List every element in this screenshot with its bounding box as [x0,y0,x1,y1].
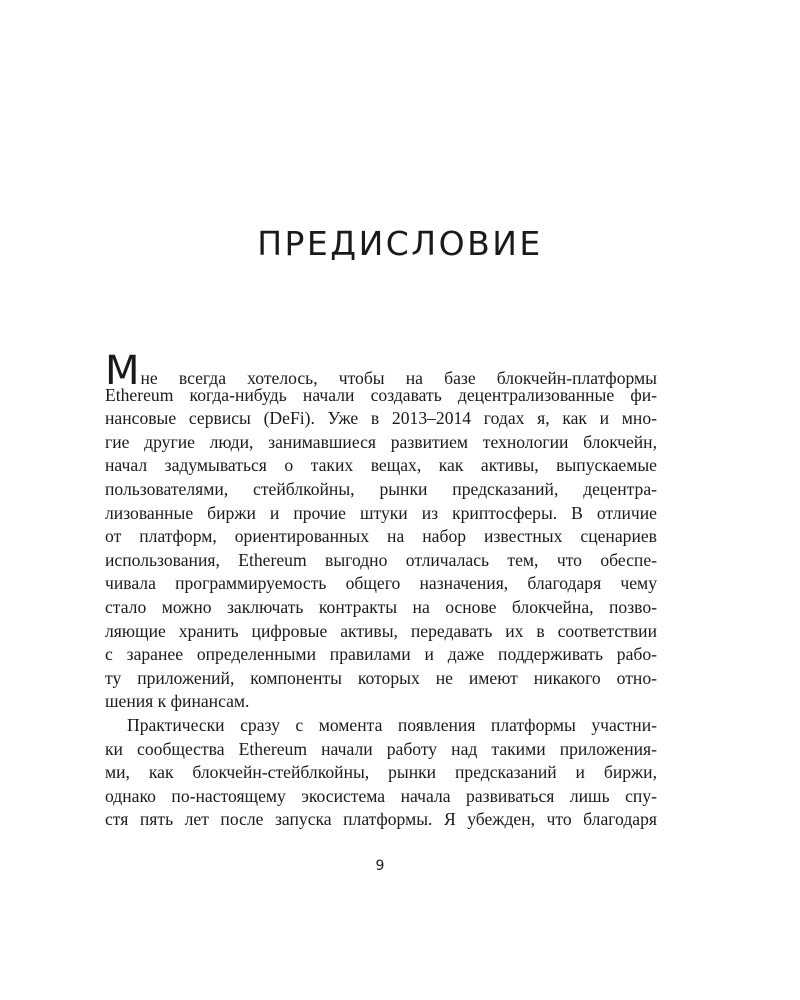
text-line: ту приложений, компоненты которых не имеют никакого отно- [105,667,657,688]
text-line: Ethereum когда-нибудь начали создавать децентрализованные фи- [105,384,657,405]
text-line: ки сообщества Ethereum начали работу над такими приложения- [105,738,657,759]
body-text [105,348,657,832]
chapter-title: ПРЕДИСЛОВИЕ [257,224,543,263]
text-line: Практически сразу с момента появления платформы участни- [127,714,657,735]
drop-cap: М [105,348,140,394]
text-line: гие другие люди, занимавшиеся развитием технологии блокчейн, [105,431,657,452]
text-line: от платформ, ориентированных на набор известных сценариев [105,526,657,547]
text-line: с заранее определенными правилами и даже поддерживать рабо- [105,644,657,665]
text-line: чивала программируемость общего назначения, благодаря чему [105,573,657,594]
text-line: использования, Ethereum выгодно отличалась тем, что обеспе- [105,549,657,570]
text-line: однако по-настоящему экосистема начала развиваться лишь спу- [105,785,657,806]
text-line: шения к финансам. [105,691,250,712]
page-number: 9 [375,858,385,874]
text-line: нансовые сервисы (DeFi). Уже в 2013–2014 годах я, как и мно- [105,408,657,429]
text-line: начал задумываться о таких вещах, как активы, выпускаемые [105,455,657,476]
text-line: ми, как блокчейн-стейблкойны, рынки предсказаний и биржи, [105,762,657,783]
text-line: лизованные биржи и прочие штуки из криптосферы. В отличие [105,502,657,523]
text-line: ляющие хранить цифровые активы, передавать их в соответствии [105,620,657,641]
text-line [105,348,657,394]
text-line: стя пять лет после запуска платформы. Я убежден, что благодаря [105,809,657,830]
text-line: пользователями, стейблкойны, рынки предсказаний, децентра- [105,478,657,499]
text-line: стало можно заключать контракты на основе блокчейна, позво- [105,596,657,617]
text-line-content: не всегда хотелось, чтобы на базе блокчейн-платформы [140,368,657,388]
